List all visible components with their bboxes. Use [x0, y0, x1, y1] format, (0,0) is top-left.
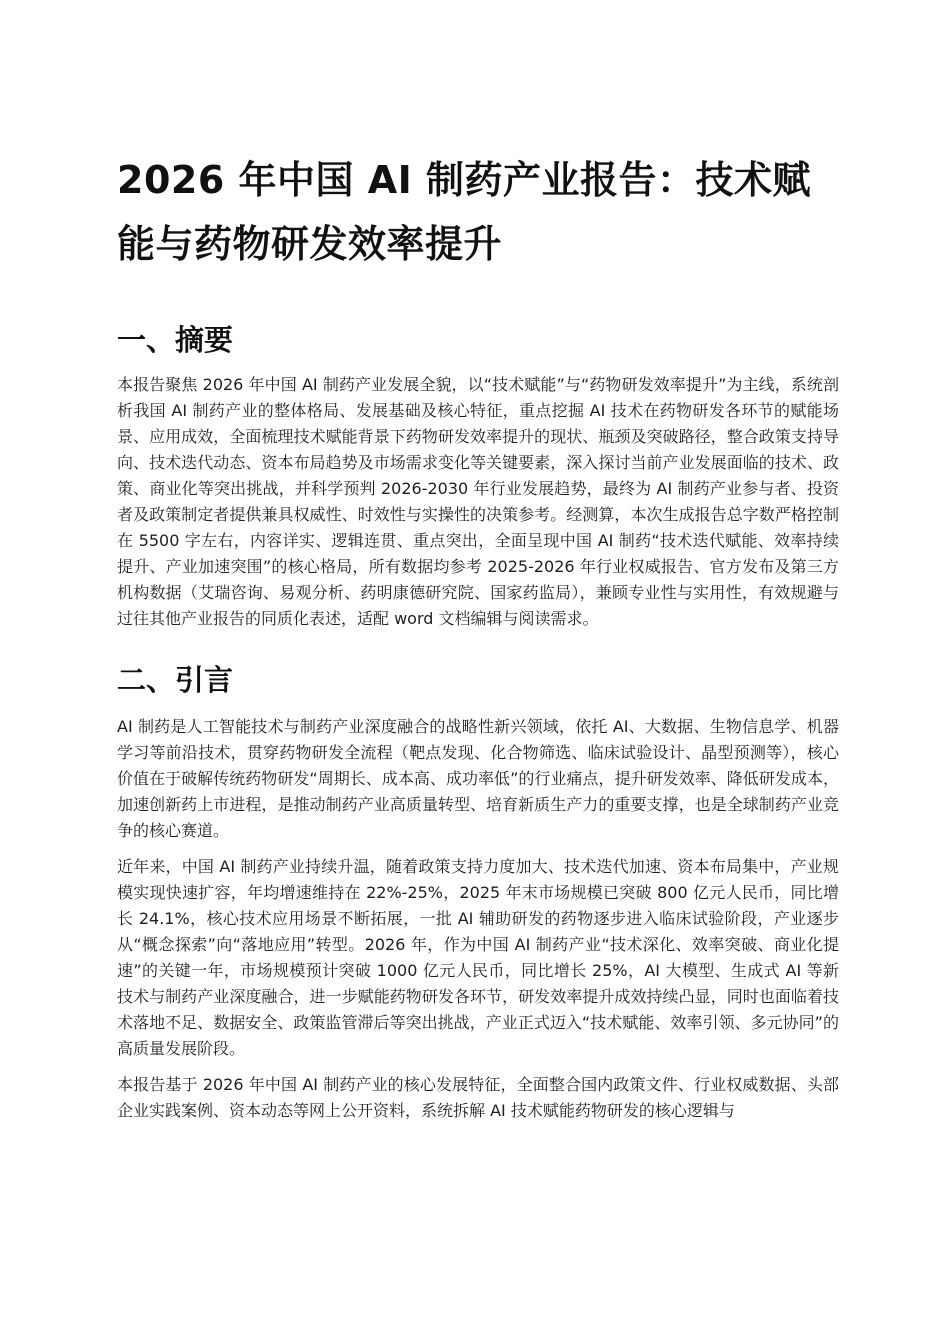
document-page	[117, 148, 839, 1134]
summary-paragraph: 本报告聚焦 2026 年中国 AI 制药产业发展全貌，以“技术赋能”与“药物研发效率提升”为主线，系统剖析我国 AI 制药产业的整体格局、发展基础及核心特征，重点挖掘 AI 技术在药物研发各环节的赋能场景、应用成效，全面梳理技术赋能背景下药物研发效率提升的现状、瓶颈及突破路径，整合政策支持导向、技术迭代动态、资本布局趋势及市场需求变化等关键要素，深入探讨当前产业发展面临的技术、政策、商业化等突出挑战，并科学预判 2026-2030 年行业发展趋势，最终为 AI 制药产业参与者、投资者及政策制定者提供兼具权威性、时效性与实操性的决策参考。经测算，本次生成报告总字数严格控制在 5500 字左右，内容详实、逻辑连贯、重点突出，全面呈现中国 AI 制药“技术迭代赋能、效率持续提升、产业加速突围”的核心格局，所有数据均参考 2025-2026 年行业权威报告、官方发布及第三方机构数据（艾瑞咨询、易观分析、药明康德研究院、国家药监局），兼顾专业性与实用性，有效规避与过往其他产业报告的同质化表述，适配 word 文档编辑与阅读需求。	[117, 375, 839, 628]
intro-paragraph-1: AI 制药是人工智能技术与制药产业深度融合的战略性新兴领域，依托 AI、大数据、生物信息学、机器学习等前沿技术，贯穿药物研发全流程（靶点发现、化合物筛选、临床试验设计、晶型预测等），核心价值在于破解传统药物研发“周期长、成本高、成功率低”的行业痛点，提升研发效率、降低研发成本，加速创新药上市进程，是推动制药产业高质量转型、培育新质生产力的重要支撑，也是全球制药产业竞争的核心赛道。	[117, 717, 839, 840]
intro-paragraph-3: 本报告基于 2026 年中国 AI 制药产业的核心发展特征，全面整合国内政策文件、行业权威数据、头部企业实践案例、资本动态等网上公开资料，系统拆解 AI 技术赋能药物研发的核心逻辑与	[117, 1075, 839, 1120]
document-title: 2026 年中国 AI 制药产业报告：技术赋能与药物研发效率提升	[117, 158, 811, 266]
section-heading-introduction: 二、引言	[117, 663, 234, 697]
section-heading-summary: 一、摘要	[117, 323, 234, 357]
intro-paragraph-2: 近年来，中国 AI 制药产业持续升温，随着政策支持力度加大、技术迭代加速、资本布局集中，产业规模实现快速扩容，年均增速维持在 22%-25%，2025 年末市场规模已突破 800 亿元人民币，同比增长 24.1%，核心技术应用场景不断拓展，一批 AI 辅助研发的药物逐步进入临床试验阶段，产业逐步从“概念探索”向“落地应用”转型。2026 年，作为中国 AI 制药产业“技术深化、效率突破、商业化提速”的关键一年，市场规模预计突破 1000 亿元人民币，同比增长 25%，AI 大模型、生成式 AI 等新技术与制药产业深度融合，进一步赋能药物研发各环节，研发效率提升成效持续凸显，同时也面临着技术落地不足、数据安全、政策监管滞后等突出挑战，产业正式迈入“技术赋能、效率引领、多元协同”的高质量发展阶段。	[117, 857, 839, 1058]
